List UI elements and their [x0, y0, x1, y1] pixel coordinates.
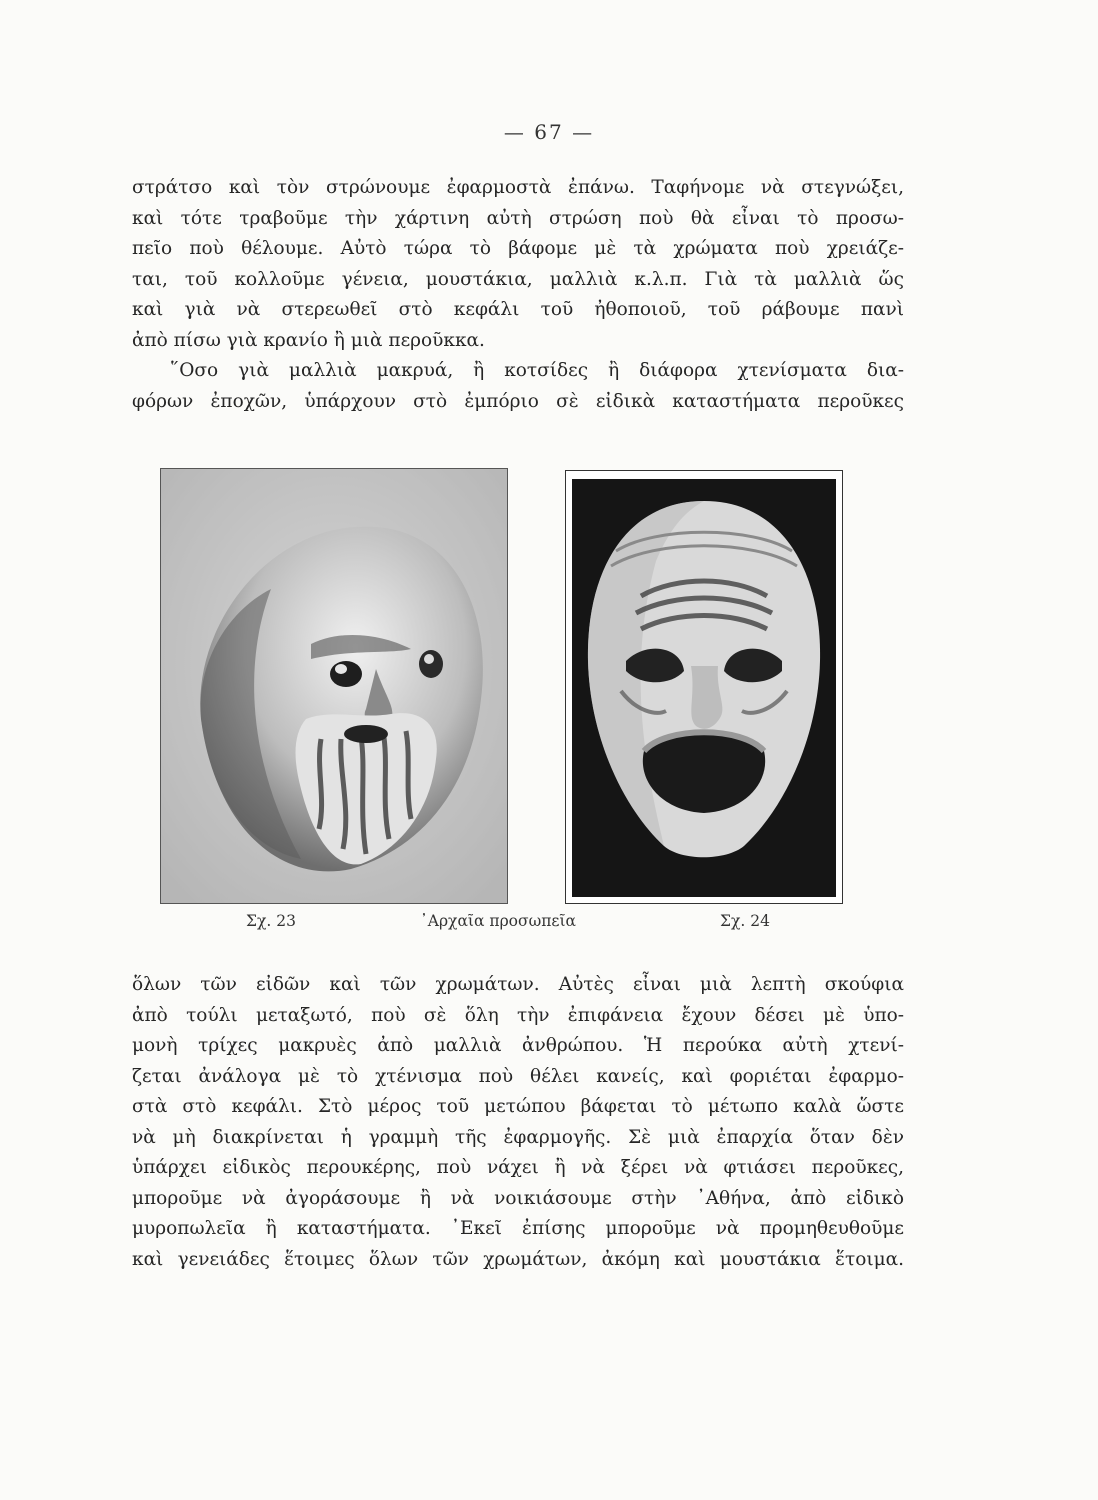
- text-line: μποροῦμε νὰ ἀγοράσουμε ἢ νὰ νοικιάσουμε στὴν ᾿Αθήνα, ἀπὸ εἰδικὸ: [132, 1187, 904, 1209]
- page-number: — 67 —: [503, 120, 595, 144]
- text-line: νὰ μὴ διακρίνεται ἡ γραμμὴ τῆς ἐφαρμογῆς. Σὲ μιὰ ἐπαρχία ὅταν δὲν: [132, 1126, 904, 1148]
- text-line: πεῖο ποὺ θέλουμε. Αὐτὸ τώρα τὸ βάφομε μὲ τὰ χρώματα ποὺ χρειάζε-: [132, 238, 904, 259]
- text-line: ῞Οσο γιὰ μαλλιὰ μακρυά, ἢ κοτσίδες ἢ διάφορα χτενίσματα δια-: [170, 360, 904, 381]
- text-line: ἀπὸ τούλι μεταξωτό, ποὺ σὲ ὅλη τὴν ἐπιφάνεια ἔχουν δέσει μὲ ὑπο-: [132, 1004, 904, 1026]
- text-line: καὶ τότε τραβοῦμε τὴν χάρτινη αὐτὴ στρώση ποὺ θὰ εἶναι τὸ προσω-: [132, 207, 904, 229]
- text-line: ἀπὸ πίσω γιὰ κρανίο ἢ μιὰ περοῦκκα.: [132, 329, 485, 351]
- text-line: καὶ γιὰ νὰ στερεωθεῖ στὸ κεφάλι τοῦ ἠθοποιοῦ, τοῦ ράβουμε πανὶ: [132, 299, 904, 320]
- text-line: ται, τοῦ κολλοῦμε γένεια, μουστάκια, μαλλιὰ κ.λ.π. Γιὰ τὰ μαλλιὰ ὥς: [132, 268, 904, 290]
- text-line: φόρων ἐποχῶν, ὑπάρχουν στὸ ἐμπόριο σὲ εἰδικὰ καταστήματα περοῦκες: [132, 390, 904, 412]
- paragraph-top: [132, 173, 904, 417]
- caption-title: ᾿Αρχαῖα προσωπεῖα: [420, 912, 576, 930]
- caption-fig-24: Σχ. 24: [720, 912, 770, 930]
- figure-23-image: [160, 468, 508, 904]
- text-line: μυροπωλεῖα ἢ καταστήματα. ᾿Εκεῖ ἐπίσης μποροῦμε νὰ προμηθευθοῦμε: [132, 1218, 904, 1239]
- text-line: μονὴ τρίχες μακρυὲς ἀπὸ μαλλιὰ ἀνθρώπου. Ἡ περούκα αὐτὴ χτενί-: [132, 1035, 904, 1056]
- caption-fig-23: Σχ. 23: [246, 912, 296, 930]
- text-line: ζεται ἀνάλογα μὲ τὸ χτένισμα ποὺ θέλει κανείς, καὶ φοριέται ἐφαρμο-: [132, 1065, 904, 1087]
- text-line: στὰ στὸ κεφάλι. Στὸ μέρος τοῦ μετώπου βάφεται τὸ μέτωπο καλὰ ὥστε: [132, 1096, 904, 1117]
- paragraph-bottom: [132, 970, 904, 1275]
- comic-mask-illustration: [566, 471, 842, 903]
- text-line: ὅλων τῶν εἰδῶν καὶ τῶν χρωμάτων. Αὐτὲς εἶναι μιὰ λεπτὴ σκούφια: [132, 974, 904, 995]
- figure-24-image: [565, 470, 843, 904]
- bearded-mask-illustration: [161, 469, 507, 903]
- text-line: ὑπάρχει εἰδικὸς περουκέρης, ποὺ νάχει ἢ νὰ ξέρει νὰ φτιάσει περοῦκες,: [132, 1157, 904, 1178]
- text-line: καὶ γενειάδες ἕτοιμες ὅλων τῶν χρωμάτων, ἀκόμη καὶ μουστάκια ἕτοιμα.: [132, 1248, 904, 1270]
- text-line: στράτσο καὶ τὸν στρώνουμε ἐφαρμοστὰ ἐπάνω. Ταφήνομε νὰ στεγνώξει,: [132, 177, 904, 198]
